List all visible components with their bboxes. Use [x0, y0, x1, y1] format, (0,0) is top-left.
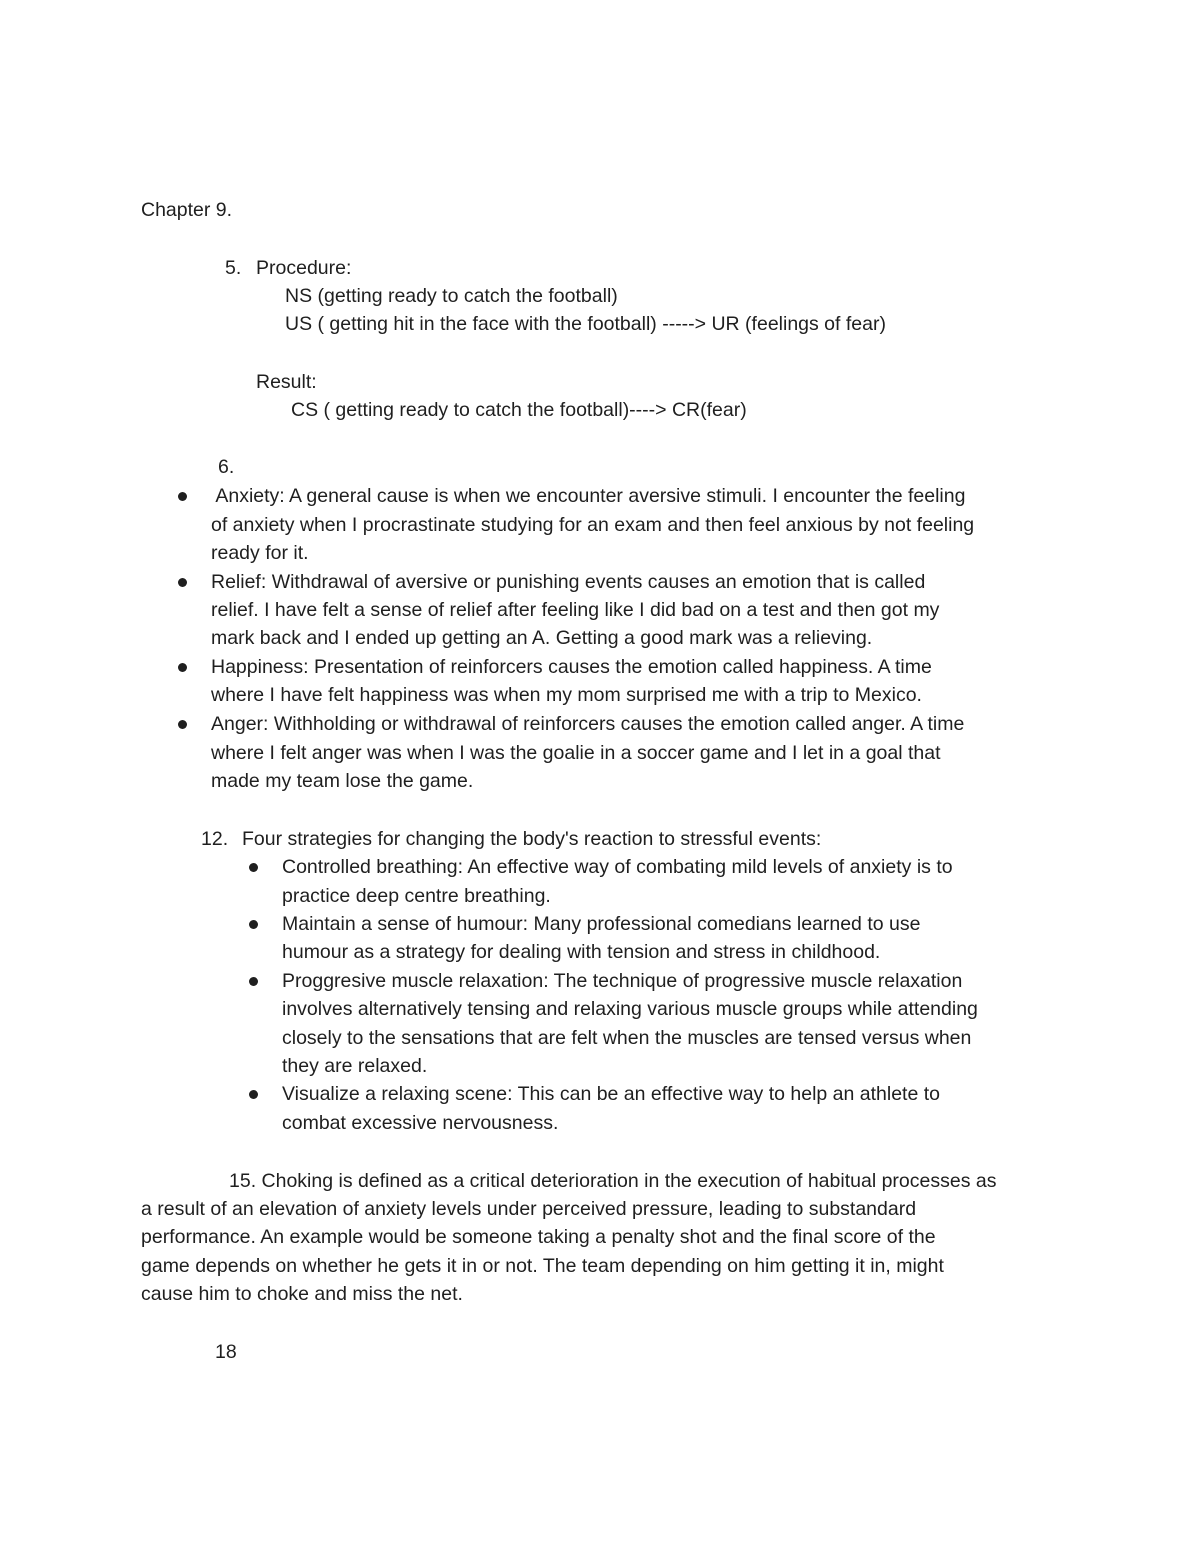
q12-visualize-line: combat excessive nervousness. [282, 1112, 559, 1134]
q5-procedure-heading: Procedure: [256, 257, 352, 279]
bullet-icon [178, 663, 187, 672]
q12-humour-line: humour as a strategy for dealing with tension and stress in childhood. [282, 941, 881, 963]
q6-anger-line: Anger: Withholding or withdrawal of reinforcers causes the emotion called anger. A time [211, 713, 965, 735]
bullet-icon [249, 1090, 258, 1099]
bullet-icon [249, 863, 258, 872]
chapter-title: Chapter 9. [141, 199, 233, 221]
q6-happiness-line: Happiness: Presentation of reinforcers causes the emotion called happiness. A time [211, 656, 932, 678]
q12-relaxation-line: they are relaxed. [282, 1055, 428, 1077]
q5-us-line: US ( getting hit in the face with the football) -----> UR (feelings of fear) [285, 313, 886, 335]
q18-number: 18 [215, 1341, 237, 1363]
q12-relaxation-line: involves alternatively tensing and relaxing various muscle groups while attending [282, 998, 978, 1020]
q6-anxiety-line: of anxiety when I procrastinate studying for an exam and then feel anxious by not feeling [211, 514, 975, 536]
q12-heading: Four strategies for changing the body's reaction to stressful events: [242, 828, 822, 850]
q6-anxiety-line: ready for it. [211, 542, 309, 564]
bullet-icon [249, 920, 258, 929]
q12-humour-line: Maintain a sense of humour: Many professional comedians learned to use [282, 913, 921, 935]
bullet-icon [178, 720, 187, 729]
q5-result-label: Result: [256, 371, 317, 393]
q6-happiness-line: where I have felt happiness was when my mom surprised me with a trip to Mexico. [211, 684, 922, 706]
q12-relaxation-line: closely to the sensations that are felt when the muscles are tensed versus when [282, 1027, 972, 1049]
bullet-icon [178, 578, 187, 587]
bullet-icon [178, 492, 187, 501]
q15-line: a result of an elevation of anxiety levels under perceived pressure, leading to substandard [141, 1198, 917, 1220]
q15-line: cause him to choke and miss the net. [141, 1283, 463, 1305]
q5-cs-line: CS ( getting ready to catch the football)----> CR(fear) [291, 399, 747, 421]
q12-breathing-line: practice deep centre breathing. [282, 885, 551, 907]
q15-line: game depends on whether he gets it in or not. The team depending on him getting it in, might [141, 1255, 944, 1277]
q6-relief-line: Relief: Withdrawal of aversive or punishing events causes an emotion that is called [211, 571, 926, 593]
q12-visualize-line: Visualize a relaxing scene: This can be an effective way to help an athlete to [282, 1083, 941, 1105]
q5-ns-line: NS (getting ready to catch the football) [285, 285, 618, 307]
q12-number: 12. [201, 828, 229, 850]
q6-relief-line: mark back and I ended up getting an A. Getting a good mark was a relieving. [211, 627, 873, 649]
q6-number: 6. [218, 456, 235, 478]
q12-relaxation-line: Proggresive muscle relaxation: The technique of progressive muscle relaxation [282, 970, 963, 992]
q6-anger-line: made my team lose the game. [211, 770, 474, 792]
q6-anxiety-line: Anxiety: A general cause is when we encounter aversive stimuli. I encounter the feeling [211, 485, 966, 507]
q5-number: 5. [225, 257, 242, 279]
q15-line: 15. Choking is defined as a critical deterioration in the execution of habitual processes as [229, 1170, 997, 1192]
q6-anger-line: where I felt anger was when I was the goalie in a soccer game and I let in a goal that [211, 742, 941, 764]
q6-relief-line: relief. I have felt a sense of relief after feeling like I did bad on a test and then got my [211, 599, 940, 621]
bullet-icon [249, 977, 258, 986]
q12-breathing-line: Controlled breathing: An effective way of combating mild levels of anxiety is to [282, 856, 953, 878]
q15-line: performance. An example would be someone taking a penalty shot and the final score of the [141, 1226, 936, 1248]
